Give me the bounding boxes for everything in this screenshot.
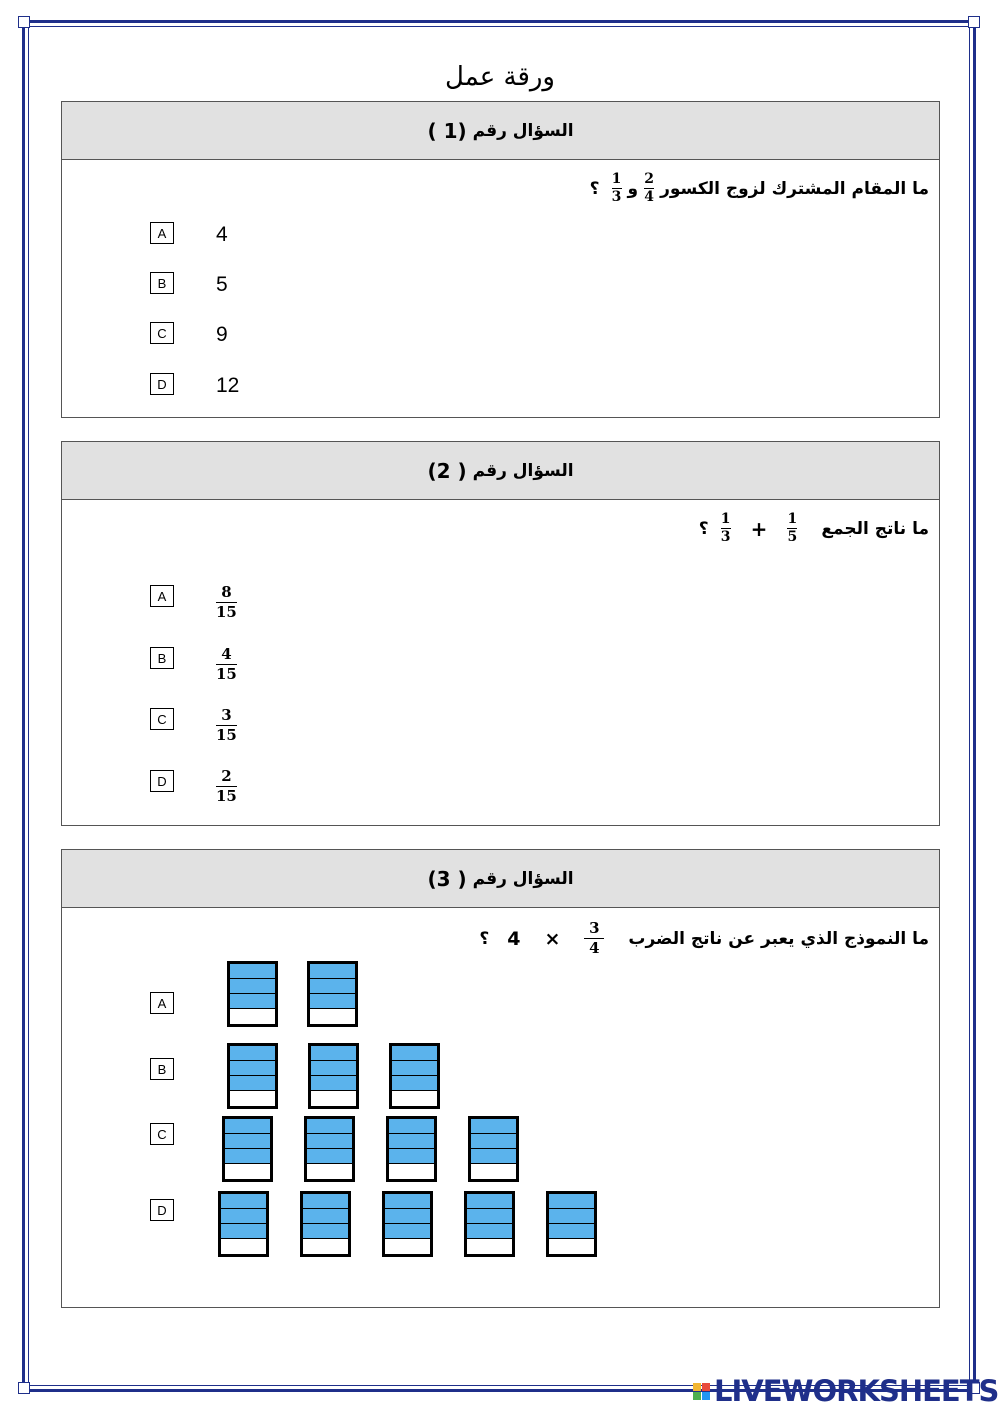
question-2-option-a-box[interactable]: A [150,585,174,607]
fraction-model-part [310,1009,355,1024]
question-3-header [62,850,939,908]
question-3-factor: 4 [507,927,521,950]
question-2-header [62,442,939,500]
fraction-model-c-4 [468,1116,519,1182]
fraction-model-part [230,1046,275,1061]
fraction-model-part [389,1119,434,1134]
fraction-model-part [230,1076,275,1091]
question-3-option-d-box[interactable]: D [150,1199,174,1221]
question-1-fraction-1: $\frac{2}{4}$ [644,171,654,205]
fraction-model-part [385,1239,430,1254]
fraction-model-d-2 [300,1191,351,1257]
fraction-model-d-4 [464,1191,515,1257]
worksheet-title: ورقة عمل [445,62,555,92]
fraction-model-part [230,979,275,994]
question-3-box [61,849,940,1308]
fraction-model-part [311,1091,356,1106]
question-3-option-c-box[interactable]: C [150,1123,174,1145]
question-2-option-d-fraction: 2 15 [216,767,237,805]
fraction-model-part [307,1134,352,1149]
fraction-model-part [389,1164,434,1179]
fraction-model-part [307,1149,352,1164]
fraction-model-part [471,1134,516,1149]
question-1-fraction-2: $\frac{1}{3}$ [611,171,622,205]
fraction-model-d-1 [218,1191,269,1257]
fraction-model-part [310,994,355,1009]
fraction-model-part [549,1209,594,1224]
question-3-number: ( 3) [427,866,467,891]
question-1-option-c-box[interactable]: C [150,322,174,344]
fraction-model-part [225,1119,270,1134]
fraction-model-part [303,1224,348,1239]
corner-ornament-top-left [18,16,30,28]
fraction-model-part [307,1164,352,1179]
fraction-model-part [467,1224,512,1239]
fraction-model-part [549,1239,594,1254]
fraction-model-a-1 [227,961,278,1027]
fraction-model-part [392,1061,437,1076]
fraction-model-part [225,1149,270,1164]
fraction-model-part [392,1076,437,1091]
question-1-connector: و [627,178,639,199]
fraction-model-b-1 [227,1043,278,1109]
fraction-model-part [471,1149,516,1164]
fraction-model-part [311,1046,356,1061]
question-1-box [61,101,940,418]
liveworksheets-watermark [693,1374,998,1408]
question-3-option-b-box[interactable]: B [150,1058,174,1080]
fraction-model-b-3 [389,1043,440,1109]
fraction-model-part [392,1046,437,1061]
fraction-model-part [471,1164,516,1179]
question-2-plus-operator: + [750,516,768,541]
question-1-number: (1 ) [427,118,467,143]
fraction-model-part [303,1194,348,1209]
question-1-option-c-value: 9 [216,323,228,346]
question-3-prompt: ما النموذج الذي يعبر عن ناتج الضرب [628,928,929,949]
fraction-model-part [385,1224,430,1239]
corner-ornament-bottom-left [18,1382,30,1394]
fraction-model-part [467,1209,512,1224]
fraction-model-part [467,1194,512,1209]
question-3-fraction: $\frac{3}{4}$ [584,920,604,957]
question-2-option-c-box[interactable]: C [150,708,174,730]
question-2-box [61,441,940,826]
fraction-model-part [549,1194,594,1209]
question-3-times-operator: × [544,927,561,950]
fraction-model-part [225,1134,270,1149]
fraction-model-part [221,1224,266,1239]
question-1-option-b-box[interactable]: B [150,272,174,294]
fraction-model-part [221,1239,266,1254]
question-2-fraction-2: $\frac{1}{3}$ [720,511,731,545]
question-1-option-d-box[interactable]: D [150,373,174,395]
question-2-prompt: ما ناتج الجمع [821,518,929,539]
question-1-prompt-line [590,172,929,205]
fraction-model-part [230,964,275,979]
fraction-model-b-2 [308,1043,359,1109]
fraction-model-part [467,1239,512,1254]
fraction-model-part [392,1091,437,1106]
question-2-number: ( 2) [427,458,467,483]
fraction-model-part [385,1209,430,1224]
question-1-header [62,102,939,160]
question-3-qmark: ؟ [479,928,490,949]
question-1-header-label: السؤال رقم [472,120,574,141]
question-1-option-a-value: 4 [216,223,228,246]
fraction-model-a-2 [307,961,358,1027]
fraction-model-d-5 [546,1191,597,1257]
fraction-model-c-3 [386,1116,437,1182]
question-2-option-c-fraction: 3 15 [216,706,237,744]
fraction-model-part [310,979,355,994]
question-2-option-b-fraction: 4 15 [216,645,237,683]
fraction-model-c-2 [304,1116,355,1182]
fraction-model-part [549,1224,594,1239]
fraction-model-part [221,1209,266,1224]
question-3-prompt-line [479,920,929,957]
fraction-model-c-1 [222,1116,273,1182]
fraction-model-part [471,1119,516,1134]
question-3-option-a-box[interactable]: A [150,992,174,1014]
question-2-option-b-box[interactable]: B [150,647,174,669]
fraction-model-part [385,1194,430,1209]
corner-ornament-top-right [968,16,980,28]
fraction-model-part [221,1194,266,1209]
fraction-model-part [225,1164,270,1179]
fraction-model-part [230,1061,275,1076]
question-1-option-d-value: 12 [216,374,240,397]
fraction-model-part [230,994,275,1009]
question-1-option-b-value: 5 [216,273,228,296]
question-3-header-label: السؤال رقم [472,868,574,889]
fraction-model-part [310,964,355,979]
question-2-qmark: ؟ [698,518,709,539]
fraction-model-part [311,1076,356,1091]
question-2-option-d-box[interactable]: D [150,770,174,792]
fraction-model-part [389,1134,434,1149]
question-1-prompt: ما المقام المشترك لزوج الكسور [660,178,929,199]
question-2-prompt-line [699,512,929,545]
fraction-model-part [311,1061,356,1076]
question-2-option-a-fraction: 8 15 [216,583,237,621]
watermark-text: LIVEWORKSHEETS [714,1374,999,1408]
question-1-qmark: ؟ [589,178,600,199]
fraction-model-part [389,1149,434,1164]
question-1-option-a-box[interactable]: A [150,222,174,244]
fraction-model-part [230,1091,275,1106]
fraction-model-part [307,1119,352,1134]
liveworksheets-logo-icon [693,1383,710,1400]
fraction-model-part [303,1239,348,1254]
fraction-model-part [230,1009,275,1024]
fraction-model-part [303,1209,348,1224]
fraction-model-d-3 [382,1191,433,1257]
question-2-header-label: السؤال رقم [472,460,574,481]
question-2-fraction-1: $\frac{1}{5}$ [787,511,798,545]
